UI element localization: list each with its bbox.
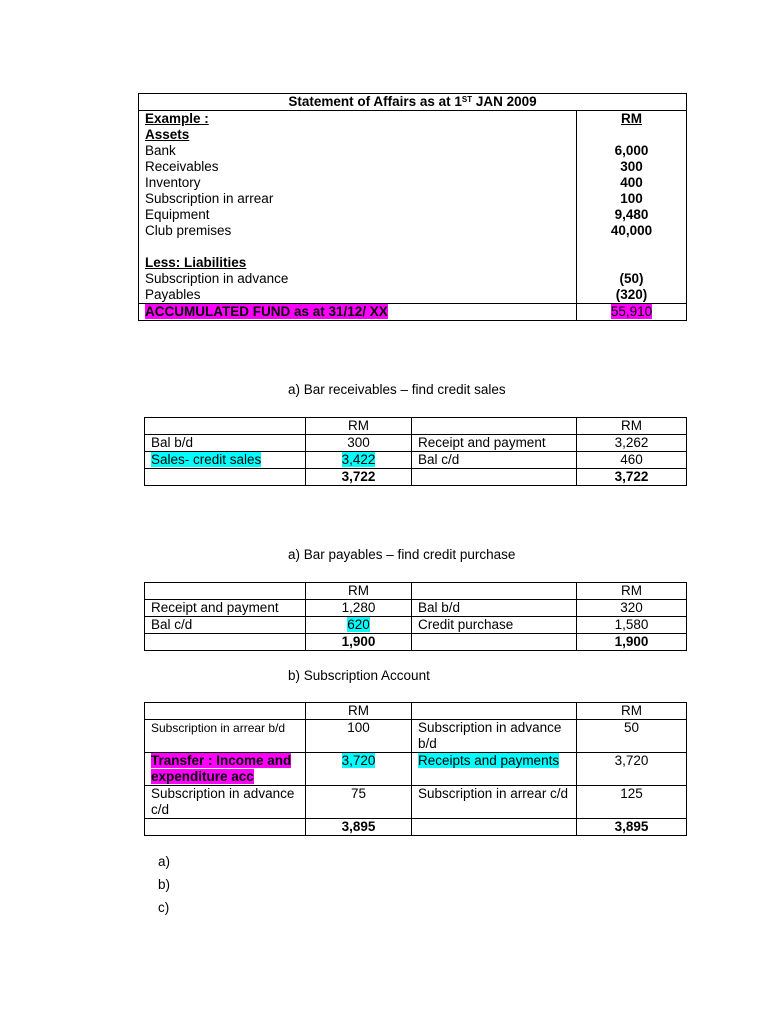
payables-account-table [144, 582, 687, 651]
liabilities-heading: Less: Liabilities [145, 255, 247, 270]
asset-row: Equipment 9,480 [139, 207, 687, 223]
transfer-label: Transfer : Income and expenditure acc [151, 753, 292, 784]
asset-row: Receivables 300 [139, 159, 687, 175]
list-item: b) [158, 877, 171, 892]
liability-row: Payables (320) [139, 287, 687, 304]
table-header-row: RM RM [145, 418, 687, 435]
total-row: 3,722 3,722 [145, 469, 687, 486]
total-row: 1,900 1,900 [145, 634, 687, 651]
table-row: Sales- credit sales 3,422 Bal c/d 460 [145, 452, 687, 469]
table-row: Subscription in arrear b/d 100 Subscription in advance b/d 50 [145, 720, 687, 753]
payables-caption: a) Bar payables – find credit purchase [288, 547, 516, 562]
statement-of-affairs-table [138, 93, 687, 321]
accumulated-fund-row [139, 304, 687, 321]
credit-sales-amount: 3,422 [341, 452, 376, 467]
table-row: Transfer : Income and expenditure acc 3,720 Receipts and payments 3,720 [145, 753, 687, 786]
asset-row: Club premises 40,000 [139, 223, 687, 239]
accumulated-fund-amount: 55,910 [610, 304, 653, 319]
accumulated-fund-label: ACCUMULATED FUND as at 31/12/ XX [145, 304, 388, 319]
example-label: Example : [145, 111, 209, 126]
liability-row: Subscription in advance (50) [139, 271, 687, 287]
table-row: Bal c/d 620 Credit purchase 1,580 [145, 617, 687, 634]
credit-sales-label: Sales- credit sales [151, 452, 262, 467]
soa-title: Statement of Affairs as at 1ST JAN 2009 [139, 94, 687, 111]
assets-heading: Assets [145, 127, 190, 142]
transfer-amount: 3,720 [341, 753, 376, 768]
subscription-account-table [144, 702, 687, 836]
list-item: a) [158, 854, 171, 869]
bal-cd-amount: 620 [347, 617, 370, 632]
table-header-row: RM RM [145, 703, 687, 720]
total-row: 3,895 3,895 [145, 819, 687, 836]
rm-header: RM [621, 111, 642, 126]
answer-list [158, 854, 170, 923]
receivables-caption: a) Bar receivables – find credit sales [288, 382, 506, 397]
asset-row: Subscription in arrear 100 [139, 191, 687, 207]
table-row: Bal b/d 300 Receipt and payment 3,262 [145, 435, 687, 452]
list-item: c) [158, 900, 170, 915]
soa-title-row [139, 94, 687, 111]
table-row: Receipt and payment 1,280 Bal b/d 320 [145, 600, 687, 617]
table-header-row: RM RM [145, 583, 687, 600]
receivables-account-table [144, 417, 687, 486]
receipts-payments-label: Receipts and payments [418, 753, 560, 768]
table-row: Subscription in advance c/d 75 Subscription in arrear c/d 125 [145, 786, 687, 819]
asset-row: Inventory 400 [139, 175, 687, 191]
asset-row: Bank 6,000 [139, 143, 687, 159]
subscription-caption: b) Subscription Account [288, 668, 430, 683]
